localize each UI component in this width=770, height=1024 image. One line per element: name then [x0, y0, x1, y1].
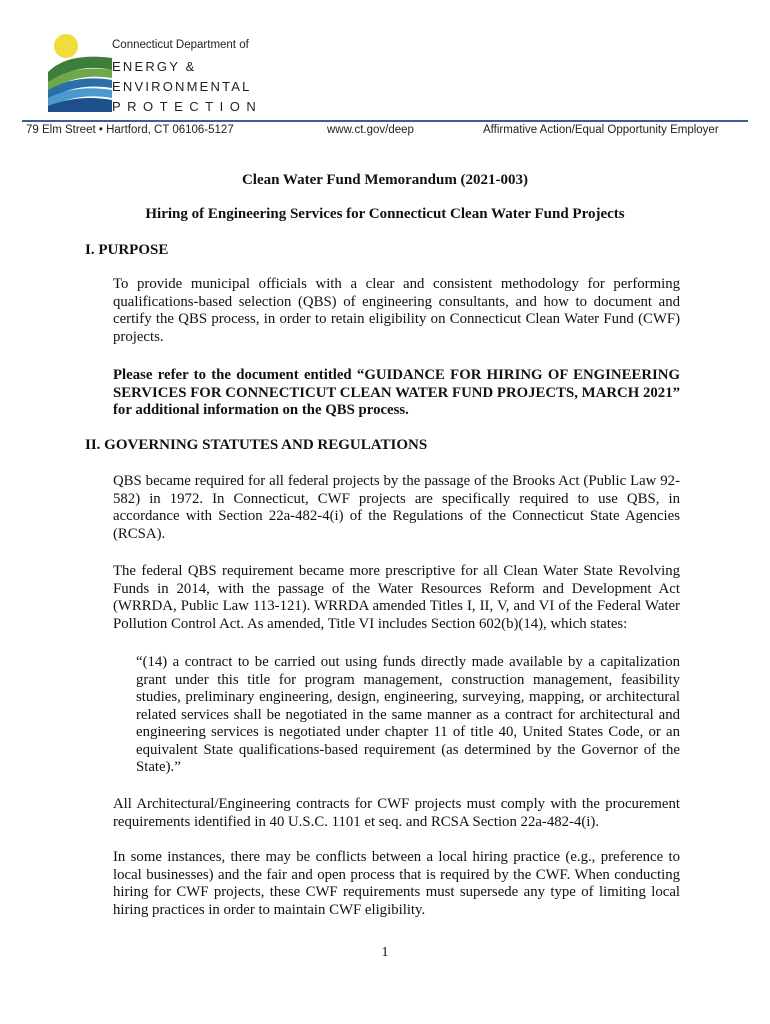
memo-title: Clean Water Fund Memorandum (2021-003) [241, 172, 529, 188]
statutes-paragraph-2: The federal QBS requirement became more prescriptive for all Clean Water State Revolving Funds in 2014, with the passage of the Water Resources Reform and Development Act (WRRDA, Public Law 113-121). WRRDA amended Titles I, II, V, and VI of the Federal Water Pollution Control Act. As amended, Title VI includes Section 602(b)(14), which states: [113, 563, 680, 632]
agency-name-line4: PROTECTION [112, 99, 263, 114]
page-number: 1 [381, 945, 389, 960]
header-contact-row [0, 124, 770, 140]
statutes-paragraph-1: QBS became required for all federal projects by the passage of the Brooks Act (Public Law 92-582) in 1972. In Connecticut, CWF projects are specifically required to use QBS, in accordance with Section 22a-482-4(i) of the Regulations of the Connecticut State Agencies (RCSA). [113, 473, 680, 542]
agency-name-line1: Connecticut Department of [112, 39, 249, 51]
agency-name-line2: ENERGY & [112, 59, 197, 74]
section-heading-statutes: II. GOVERNING STATUTES AND REGULATIONS [85, 437, 428, 453]
agency-name-line3: ENVIRONMENTAL [112, 79, 252, 94]
guidance-reference-paragraph: Please refer to the document entitled “GUIDANCE FOR HIRING OF ENGINEERING SERVICES FOR CONNECTICUT CLEAN WATER FUND PROJECTS, MARCH 2021” for additional information on the QBS process. [113, 367, 680, 418]
purpose-paragraph: To provide municipal officials with a clear and consistent methodology for performing qualifications-based selection (QBS) of engineering consultants, and how to document and certify the QBS process, in order to retain eligibility on Connecticut Clean Water Fund (CWF) projects. [113, 276, 680, 345]
statutes-paragraph-3: All Architectural/Engineering contracts for CWF projects must comply with the procurement requirements identified in 40 U.S.C. 1101 et seq. and RCSA Section 22a-482-4(i). [113, 796, 680, 830]
website-link[interactable]: www.ct.gov/deep [327, 124, 414, 136]
header-rule [22, 120, 748, 122]
memo-subtitle: Hiring of Engineering Services for Connecticut Clean Water Fund Projects [145, 206, 625, 222]
landscape-logo-icon [46, 32, 116, 114]
statute-quote: “(14) a contract to be carried out using funds directly made available by a capitalization grant under this title for program management, construction management, feasibility studies, preliminary engineering, design, engineering, surveying, mapping, or architectural related services shall be negotiated in the same manner as a contract for architectural and engineering services is negotiated under chapter 11 of title 40, United States Code, or an equivalent State qualifications-based requirement (as determined by the Governor of the State).” [136, 654, 680, 775]
section-heading-purpose: I. PURPOSE [85, 242, 169, 258]
address-text: 79 Elm Street • Hartford, CT 06106-5127 [26, 124, 234, 136]
employer-statement: Affirmative Action/Equal Opportunity Employer [483, 124, 719, 136]
statutes-paragraph-4: In some instances, there may be conflicts between a local hiring practice (e.g., preference to local businesses) and the fair and open process that is required by the CWF. When conducting hiring for CWF projects, these CWF requirements must supersede any type of limiting local hiring practices in order to maintain CWF eligibility. [113, 849, 680, 918]
